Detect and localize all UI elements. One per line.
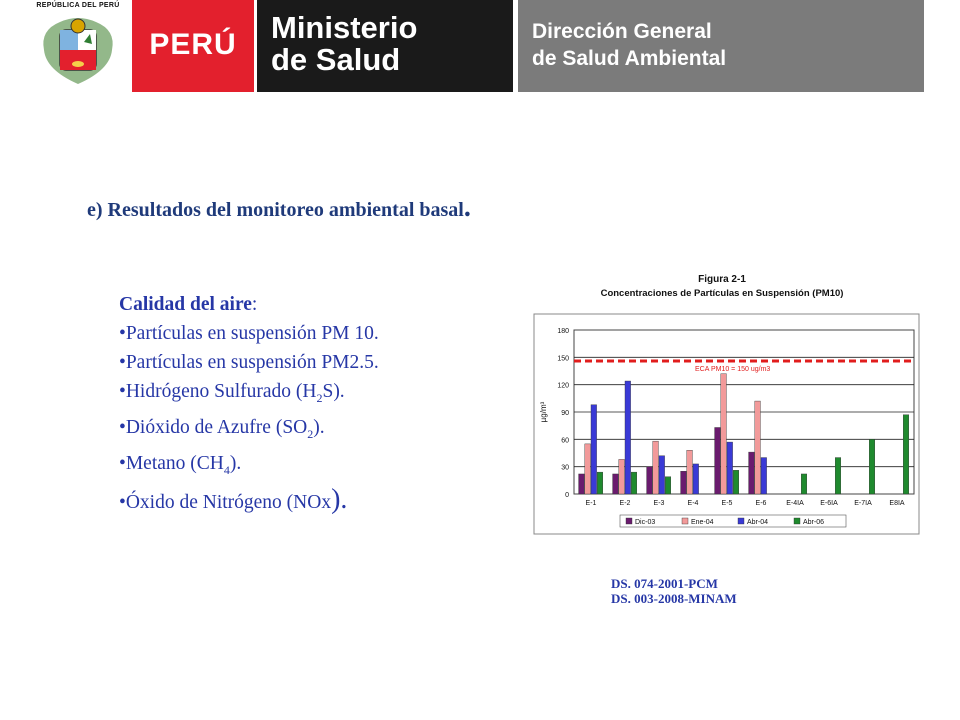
x-tick-label: E-2 (619, 500, 631, 507)
x-tick-label: E-7IA (854, 500, 872, 507)
x-tick-label: E8IA (889, 500, 905, 507)
y-tick-label: 0 (565, 492, 569, 499)
chart-title: Concentraciones de Partículas en Suspensión (PM10) (600, 288, 844, 299)
bar (801, 474, 807, 494)
bar (693, 464, 699, 494)
header-banner (0, 0, 960, 92)
ministry-line-1: Ministerio (271, 10, 418, 45)
legend-label: Ene-04 (691, 519, 714, 526)
bar (715, 427, 721, 494)
bar (647, 467, 653, 494)
bar (687, 450, 693, 494)
bar (659, 456, 665, 494)
legend-label: Dic-03 (635, 519, 656, 526)
bar (631, 472, 637, 494)
legend-swatch (626, 518, 632, 524)
bar (721, 374, 727, 494)
figure-label: Figura 2-1 (698, 274, 746, 285)
reference-1: DS. 074-2001-PCM (611, 576, 718, 591)
country-label: PERÚ (149, 28, 237, 61)
list-item-pm25: •Partículas en suspensión PM2.5. (119, 352, 379, 373)
x-tick-label: E-1 (585, 500, 597, 507)
reference-line-label: ECA PM10 = 150 ug/m3 (695, 365, 771, 373)
directorate-block (518, 0, 924, 92)
bar (591, 405, 597, 494)
legend-swatch (738, 518, 744, 524)
x-tick-label: E-6IA (820, 500, 838, 507)
y-tick-label: 90 (561, 410, 569, 417)
legend-swatch (794, 518, 800, 524)
list-item-ch4: •Metano $(CH_4)$. (119, 452, 242, 477)
peru-block (132, 0, 254, 92)
legend-label: Abr-04 (747, 519, 769, 526)
directorate-line-1: Dirección General (532, 20, 712, 43)
bar (681, 471, 687, 494)
bar (619, 459, 625, 494)
bar (733, 470, 739, 494)
section-title (87, 192, 471, 224)
bar (755, 401, 761, 494)
bar (613, 474, 619, 494)
list-item-so2: •Dióxido de Azufre $(SO_2)$. (119, 416, 325, 441)
list-item-nox: •Óxido de Nitrógeno (NOx). (119, 483, 348, 515)
ministry-label (271, 12, 417, 76)
list-item-pm10: •Partículas en suspensión PM 10. (119, 323, 379, 344)
ministry-line-2: de Salud (271, 42, 401, 77)
directorate-line-2: de Salud Ambiental (532, 47, 727, 70)
pm10-chart (532, 268, 922, 536)
bar (579, 474, 585, 494)
x-tick-label: E-6 (755, 500, 767, 507)
directorate-label (532, 18, 726, 72)
bar (869, 439, 875, 494)
bar (653, 441, 659, 494)
y-tick-label: 150 (557, 355, 569, 363)
x-tick-label: E-4IA (786, 500, 804, 507)
section-title-period: . (463, 192, 471, 223)
bar (585, 444, 591, 494)
x-tick-label: E-3 (653, 500, 665, 507)
x-tick-label: E-4 (687, 500, 699, 507)
y-tick-label: 60 (561, 437, 569, 445)
x-tick-label: E-5 (721, 500, 733, 507)
air-quality-list (119, 290, 379, 517)
bar (903, 415, 909, 494)
bar (597, 472, 603, 494)
y-tick-label: 120 (557, 382, 569, 390)
legend-label: Abr-06 (803, 519, 825, 526)
bar (761, 458, 767, 494)
section-title-text: e) Resultados del monitoreo ambiental basal (87, 199, 464, 221)
y-tick-label: 30 (561, 464, 569, 472)
list-item-h2s: •Hidrógeno Sulfurado $(H_2S)$. (119, 381, 345, 405)
coat-of-arms (30, 0, 126, 90)
ministry-block (257, 0, 513, 92)
bar (749, 452, 755, 494)
y-axis-label: µg/m³ (539, 401, 548, 423)
reference-2: DS. 003-2008-MINAM (611, 591, 737, 606)
bar (727, 442, 733, 494)
coat-of-arms-icon (30, 0, 126, 90)
bar (665, 477, 671, 494)
air-quality-heading: Calidad del aire: (119, 294, 258, 315)
references (611, 576, 737, 606)
crest-text: REPÚBLICA DEL PERÚ (36, 2, 120, 9)
bar (835, 458, 841, 494)
bar (625, 381, 631, 494)
y-tick-label: 180 (557, 328, 569, 335)
legend-swatch (682, 518, 688, 524)
